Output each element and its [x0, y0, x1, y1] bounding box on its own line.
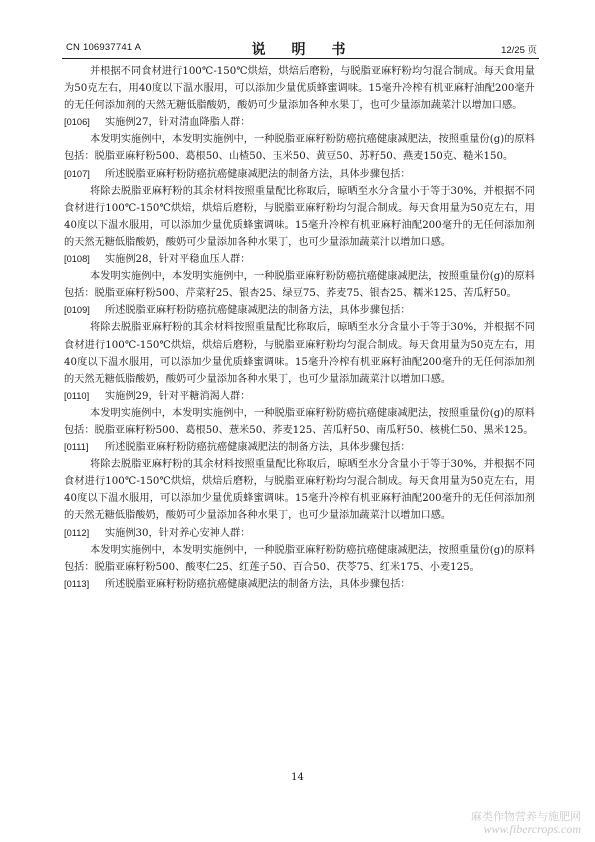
- paragraph-number: [0106]: [64, 117, 90, 128]
- header-rule: [62, 58, 539, 59]
- numbered-paragraph: [64, 576, 535, 593]
- watermark: [471, 810, 581, 836]
- body-paragraph: [64, 63, 535, 114]
- numbered-paragraph: [64, 302, 535, 319]
- paragraph-number: [0113]: [64, 578, 90, 589]
- paragraph-text: 本发明实施例中，本发明实施例中，一种脱脂亚麻籽粉防癌抗癌健康减肥法，按照重量份(g)的原料包括：脱脂亚麻籽粉500、芹菜籽25、银杏25、绿豆75、荞麦75、银杏25、糯米125、苦瓜籽50。: [64, 271, 535, 300]
- paragraph-number: [0107]: [64, 168, 90, 179]
- body-paragraph: [64, 456, 535, 524]
- paragraph-number: [0111]: [64, 442, 89, 453]
- watermark-url: www.fibercrops.com: [483, 822, 581, 836]
- body-paragraph: [64, 183, 535, 251]
- paragraph-text: 实施例28，针对平稳血压人群：: [105, 254, 251, 266]
- paragraph-text: 本发明实施例中，本发明实施例中，一种脱脂亚麻籽粉防癌抗癌健康减肥法，按照重量份(g)的原料包括：脱脂亚麻籽粉500、葛根50、山楂50、玉米50、黄豆50、苏籽50、燕麦150克、糙米150。: [64, 134, 535, 163]
- numbered-paragraph: [64, 251, 535, 268]
- page-indicator: 12/25 页: [501, 45, 537, 56]
- paragraph-text: 将除去脱脂亚麻籽粉的其余材料按照重量配比称取后，晾晒至水分含量小于等于30%，并根据不同食材进行100℃-150℃烘焙，烘焙后磨粉，与脱脂亚麻籽粉均匀混合制成。每天食用量为50克左右，用40度以下温水服用，可以添加少量优质蜂蜜调味。15毫升冷榨有机亚麻籽油配200毫升的无任何添加剂的天然无糖低脂酸奶，酸奶可少量添加各种水果丁，也可少量添加蔬菜汁以增加口感。: [64, 459, 535, 522]
- paragraph-number: [0109]: [64, 305, 90, 316]
- paragraph-number: [0110]: [64, 390, 90, 401]
- body-paragraph: [64, 542, 535, 576]
- publication-number: CN 106937741 A: [66, 42, 142, 53]
- paragraph-text: 将除去脱脂亚麻籽粉的其余材料按照重量配比称取后，晾晒至水分含量小于等于30%，并根据不同食材进行100℃-150℃烘焙，烘焙后磨粉，与脱脂亚麻籽粉均匀混合制成。每天食用量为50克左右，用40度以下温水服用，可以添加少量优质蜂蜜调味。15毫升冷榨有机亚麻籽油配200毫升的无任何添加剂的天然无糖低脂酸奶，酸奶可少量添加各种水果丁，也可少量添加蔬菜汁以增加口感。: [64, 322, 535, 385]
- numbered-paragraph: [64, 439, 535, 456]
- document-body: [64, 63, 535, 593]
- paragraph-text: 本发明实施例中，本发明实施例中，一种脱脂亚麻籽粉防癌抗癌健康减肥法，按照重量份(g)的原料包括：脱脂亚麻籽粉500、葛根50、薏米50、荞麦125、苦瓜籽50、南瓜籽50、核桃仁50、黑米125。: [64, 407, 535, 436]
- watermark-site-name: 麻类作物营养与施肥网: [471, 810, 581, 823]
- body-paragraph: [64, 405, 535, 439]
- numbered-paragraph: [64, 525, 535, 542]
- numbered-paragraph: [64, 166, 535, 183]
- paragraph-text: 将除去脱脂亚麻籽粉的其余材料按照重量配比称取后，晾晒至水分含量小于等于30%，并根据不同食材进行100℃-150℃烘焙，烘焙后磨粉，与脱脂亚麻籽粉均匀混合制成。每天食用量为50克左右，用40度以下温水服用，可以添加少量优质蜂蜜调味。15毫升冷榨有机亚麻籽油配200毫升的无任何添加剂的天然无糖低脂酸奶，酸奶可少量添加各种水果丁，也可少量添加蔬菜汁以增加口感。: [64, 185, 535, 248]
- paragraph-text: 本发明实施例中，本发明实施例中，一种脱脂亚麻籽粉防癌抗癌健康减肥法，按照重量份(g)的原料包括：脱脂亚麻籽粉500、酸枣仁25、红莲子50、百合50、茯苓75、红米175、小麦125。: [64, 544, 535, 573]
- paragraph-text: 所述脱脂亚麻籽粉防癌抗癌健康减肥法的制备方法，具体步骤包括：: [105, 578, 411, 590]
- paragraph-number: [0112]: [64, 527, 90, 538]
- paragraph-text: 实施例29，针对平糖消渴人群：: [105, 390, 251, 402]
- numbered-paragraph: [64, 388, 535, 405]
- body-paragraph: [64, 268, 535, 302]
- paragraph-number: [0108]: [64, 254, 90, 265]
- paragraph-text: 所述脱脂亚麻籽粉防癌抗癌健康减肥法的制备方法，具体步骤包括：: [105, 442, 411, 454]
- body-paragraph: [64, 131, 535, 165]
- paragraph-text: 所述脱脂亚麻籽粉防癌抗癌健康减肥法的制备方法，具体步骤包括：: [105, 168, 411, 180]
- document-title: 说 明 书: [251, 42, 352, 58]
- document-header: [66, 40, 537, 58]
- body-paragraph: [64, 319, 535, 387]
- page-number: 14: [291, 772, 304, 783]
- paragraph-text: 所述脱脂亚麻籽粉防癌抗癌健康减肥法的制备方法，具体步骤包括：: [105, 305, 411, 317]
- paragraph-text: 并根据不同食材进行100℃-150℃烘焙，烘焙后磨粉，与脱脂亚麻籽粉均匀混合制成。每天食用量为50克左右，用40度以下温水服用，可以添加少量优质蜂蜜调味。15毫升冷榨有机亚麻籽油配200毫升的无任何添加剂的天然无糖低脂酸奶，酸奶可少量添加各种水果丁，也可少量添加蔬菜汁以增加口感。: [64, 66, 535, 112]
- paragraph-text: 实施例30，针对养心安神人群：: [105, 527, 251, 539]
- numbered-paragraph: [64, 114, 535, 131]
- paragraph-text: 实施例27，针对清血降脂人群：: [105, 117, 251, 129]
